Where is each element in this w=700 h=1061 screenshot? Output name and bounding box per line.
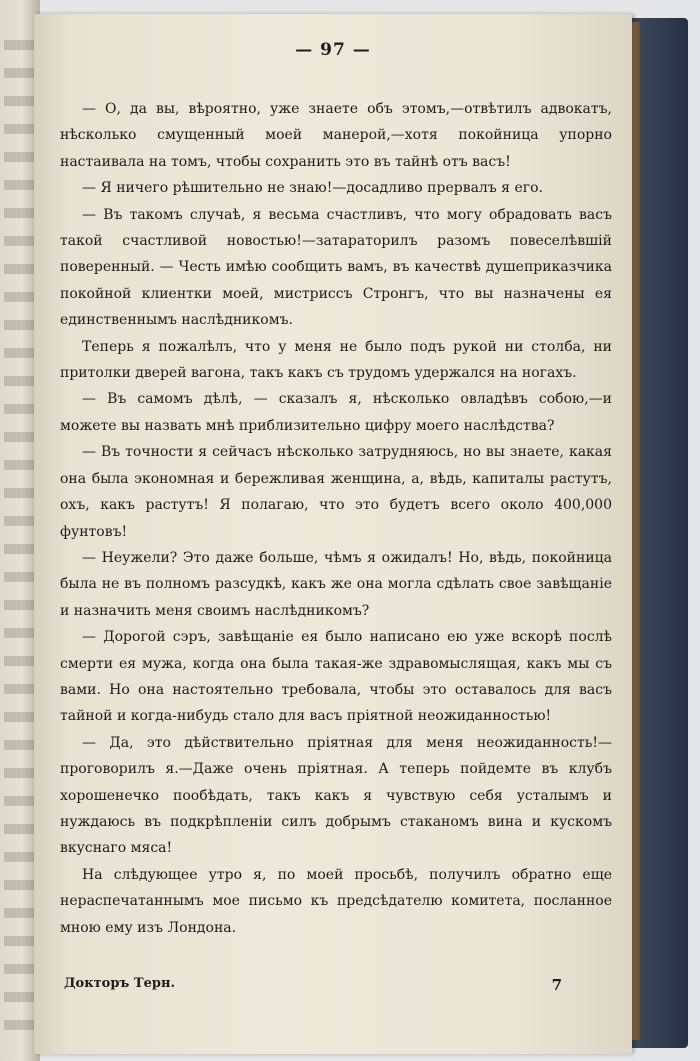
left-page-text-edge xyxy=(4,40,34,1030)
paragraph-1: — О, да вы, вѣроятно, уже знаете объ этомъ,—отвѣтилъ адвокатъ, нѣсколько смущенный моей манерой,—хотя покойница упорно настаивала на томъ, чтобы сохранить это въ тайнѣ отъ васъ! xyxy=(60,101,612,170)
paragraph-4: Теперь я пожалѣлъ, что у меня не было подъ рукой ни столба, ни притолки дверей вагона, такъ какъ съ трудомъ удержался на ногахъ. xyxy=(60,338,612,382)
paragraph-3: — Въ такомъ случаѣ, я весьма счастливъ, что могу обрадовать васъ такой счастливой новостью!—затараторилъ разомъ повеселѣвшій поверенный. — Честь имѣю сообщить вамъ, въ качествѣ душеприказчика покойной клиентки моей, мистриссъ Стронгъ, что вы назначены ея единственнымъ наслѣдникомъ. xyxy=(60,206,612,329)
page-header: — 97 — xyxy=(295,40,371,60)
paragraph-2: — Я ничего рѣшительно не знаю!—досадливо прервалъ я его. xyxy=(82,180,543,197)
page-body xyxy=(60,96,612,941)
paragraph-5: — Въ самомъ дѣлѣ, — сказалъ я, нѣсколько овладѣвъ собою,—и можете вы назвать мнѣ приблизительно цифру моего наслѣдства? xyxy=(60,391,612,434)
book-page xyxy=(34,14,632,1054)
paragraph-8: — Дорогой сэръ, завѣщаніе ея было написано ею уже вскорѣ послѣ смерти ея мужа, когда она была такая-же здравомыслящая, какъ мы съ вами. Но она настоятельно требовала, чтобы это оставалось для васъ тайной и когда-нибудь стало для васъ пріятной неожиданностью! xyxy=(60,629,612,725)
footer-signature-number: 7 xyxy=(551,976,562,994)
paragraph-9: — Да, это дѣйствительно пріятная для меня неожиданность!—проговорилъ я.—Даже очень пріятная. А теперь пойдемте въ клубъ хорошенечко пообѣдать, такъ какъ я чувствую себя усталымъ и нуждаюсь въ подкрѣпленіи силъ добрымъ стаканомъ вина и кускомъ вкуснаго мяса! xyxy=(60,734,612,857)
paragraph-6: — Въ точности я сейчасъ нѣсколько затрудняюсь, но вы знаете, какая она была экономная и бережливая женщина, а, вѣдь, капиталы растутъ, охъ, какъ растутъ! Я полагаю, что это будетъ всего около 400,000 фунтовъ! xyxy=(60,444,612,540)
footer-signature: Докторъ Терн. xyxy=(64,976,176,991)
paragraph-10: На слѣдующее утро я, по моей просьбѣ, получилъ обратно еще нераспечатаннымъ мое письмо къ предсѣдателю комитета, посланное мною ему изъ Лондона. xyxy=(60,866,612,936)
paragraph-7: — Неужели? Это даже больше, чѣмъ я ожидалъ! Но, вѣдь, покойница была не въ полномъ разсудкѣ, какъ же она могла сдѣлать свое завѣщаніе и назначить меня своимъ наслѣдникомъ? xyxy=(60,549,612,619)
